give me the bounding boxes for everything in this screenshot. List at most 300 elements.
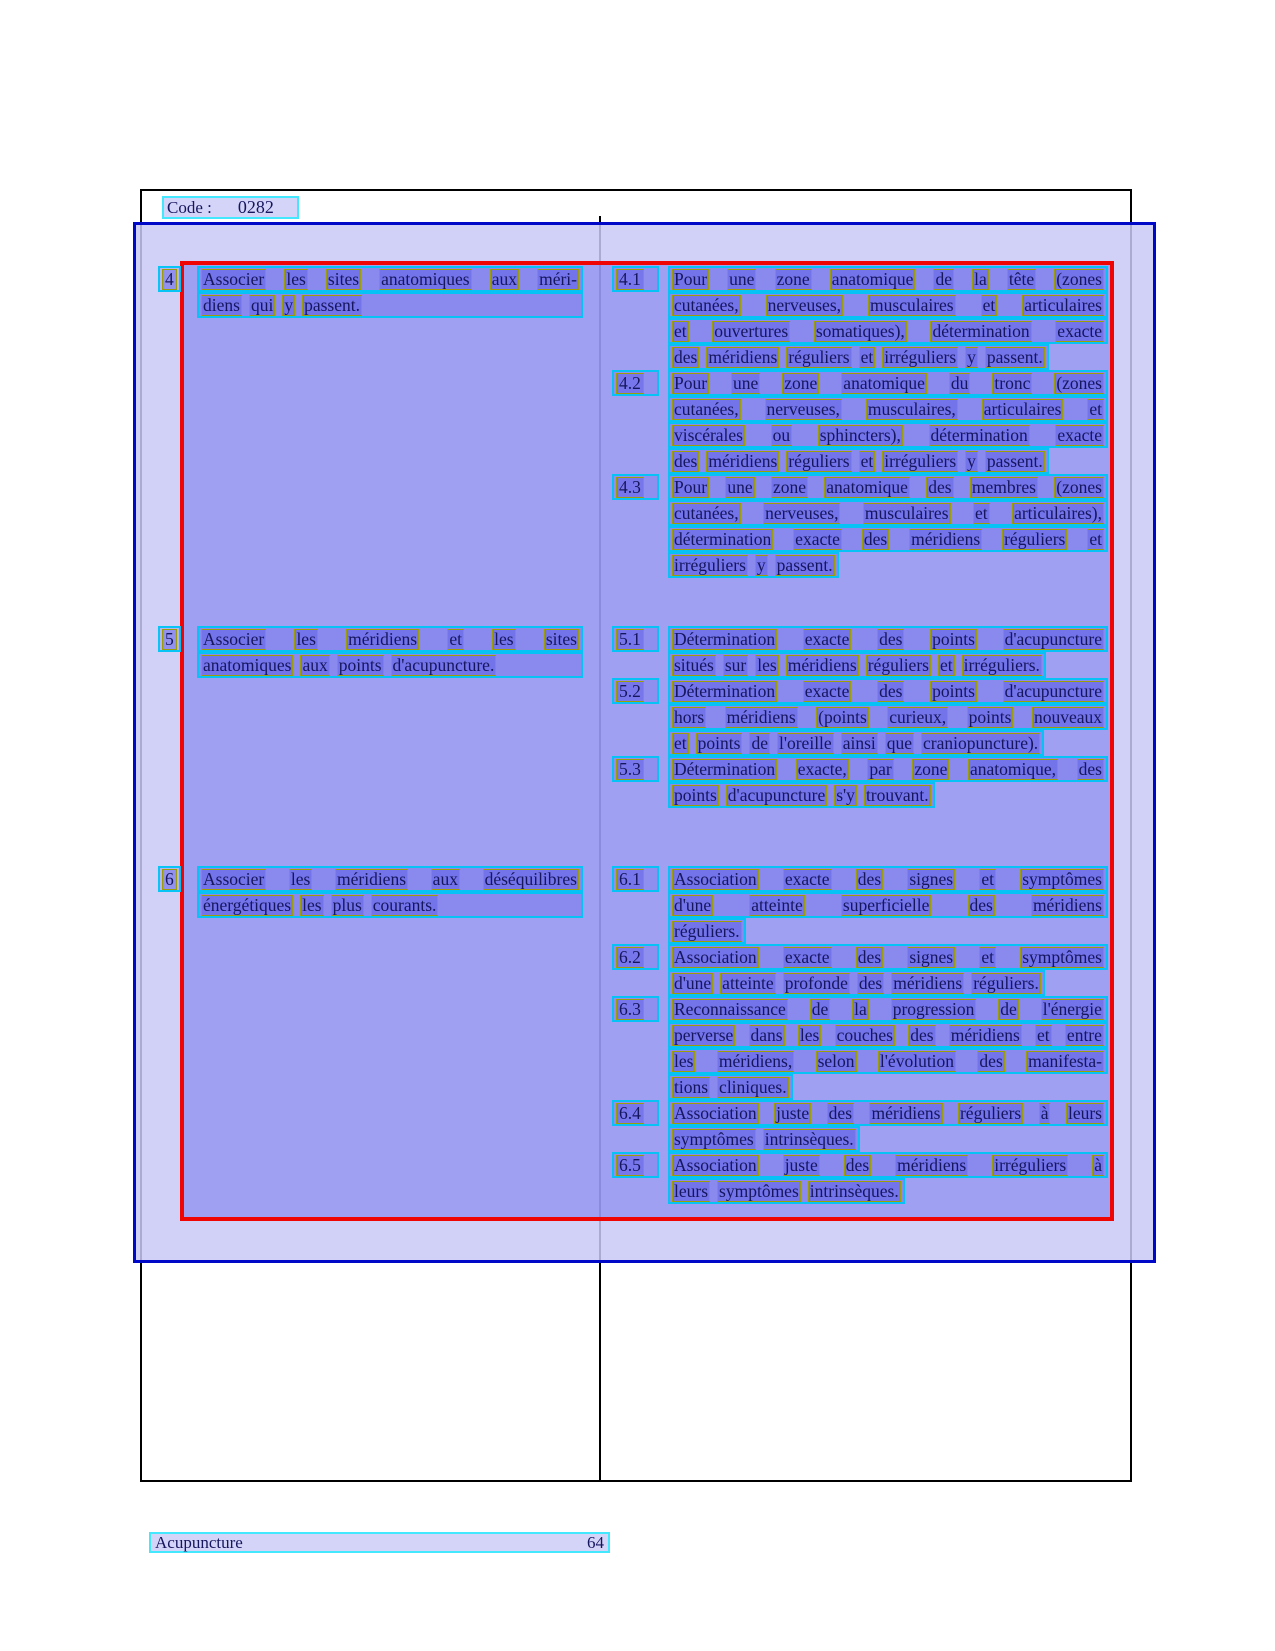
item-number: 6.1: [616, 869, 644, 890]
word-box: points: [674, 784, 717, 805]
criterion: [612, 266, 1112, 370]
word-box: d'acupuncture: [727, 784, 826, 805]
word-box: sur: [724, 654, 747, 675]
text-line: [668, 866, 1108, 892]
word-box: manifesta-: [1028, 1050, 1102, 1071]
word-box: intrinsèques.: [809, 1180, 899, 1201]
word-box: symptômes: [674, 1128, 754, 1149]
word-box: Associer: [203, 628, 265, 649]
word-box: et: [1089, 398, 1102, 419]
criterion: [612, 1100, 1112, 1152]
criterion-text: [668, 266, 1108, 370]
word-box: d'acupuncture.: [392, 654, 495, 675]
word-box: et: [1089, 528, 1102, 549]
objective-number-cell: [158, 266, 181, 292]
word-box: intrinsèques.: [764, 1128, 854, 1149]
text-line: [668, 892, 1108, 918]
word-box: s'y: [836, 784, 855, 805]
word-box: leurs: [1067, 1102, 1102, 1123]
item-number-box: [158, 866, 181, 892]
footer-title: Acupuncture: [155, 1532, 243, 1552]
word-box: passent.: [986, 346, 1043, 367]
text-line: [668, 292, 1108, 318]
item-number-box: [612, 626, 659, 652]
criterion-text: [668, 866, 1108, 944]
text-line: [668, 970, 1045, 996]
word-box: et: [1037, 1024, 1050, 1045]
word-box: anatomique,: [969, 758, 1056, 779]
word-box: méridiens: [893, 972, 963, 993]
word-box: à: [1094, 1154, 1102, 1175]
word-box: et: [974, 502, 988, 523]
objective-text: [197, 266, 583, 318]
word-box: de: [751, 732, 768, 753]
text-line: [197, 652, 583, 678]
text-line: [668, 474, 1108, 500]
word-box: craniopuncture).: [923, 732, 1039, 753]
word-box: méridiens: [337, 868, 407, 889]
criterion: [612, 756, 1112, 808]
word-box: méridiens: [348, 628, 418, 649]
word-box: y: [967, 346, 976, 367]
criterion: [612, 678, 1112, 756]
word-box: exacte: [784, 946, 830, 967]
word-box: viscérales: [674, 424, 743, 445]
word-box: points: [697, 732, 741, 753]
word-box: symptômes: [1022, 946, 1102, 967]
word-box: méridiens: [1032, 894, 1102, 915]
word-box: couches: [836, 1024, 893, 1045]
item-number: 5.2: [616, 681, 644, 702]
item-number: 5.1: [616, 629, 644, 650]
word-box: réguliers: [959, 1102, 1022, 1123]
objective-text: [197, 866, 583, 918]
word-box: tête: [1008, 268, 1035, 289]
word-box: des: [845, 1154, 870, 1175]
criterion: [612, 1152, 1112, 1204]
text-line: [668, 918, 746, 944]
word-box: la: [854, 998, 867, 1019]
criterion-text: [668, 996, 1108, 1100]
word-box: y: [967, 450, 976, 471]
text-line: [668, 1126, 860, 1152]
text-line: [668, 626, 1108, 652]
text-line: [668, 1048, 1108, 1074]
word-box: curieux,: [889, 706, 947, 727]
word-box: dans: [750, 1024, 783, 1045]
word-box: profonde: [784, 972, 848, 993]
text-line: [668, 678, 1108, 704]
word-box: zone: [784, 372, 818, 393]
word-box: tronc: [994, 372, 1031, 393]
word-box: points: [968, 706, 1012, 727]
word-box: exacte: [795, 528, 840, 549]
word-box: des: [674, 346, 698, 367]
word-box: Reconnaissance: [674, 998, 786, 1019]
item-number-box: [158, 626, 181, 652]
text-line: [668, 782, 935, 808]
word-box: et: [674, 732, 687, 753]
word-box: ouvertures: [714, 320, 789, 341]
word-box: une: [727, 476, 753, 497]
word-box: méridiens: [726, 706, 796, 727]
word-box: tions: [674, 1076, 709, 1097]
code-label: Code :: [167, 197, 212, 217]
word-box: et: [860, 450, 874, 471]
word-box: Association: [674, 868, 757, 889]
word-box: juste: [776, 1102, 810, 1123]
text-line: [668, 526, 1108, 552]
text-line: [668, 318, 1108, 344]
item-number: 4.3: [616, 477, 644, 498]
word-box: entre: [1066, 1024, 1102, 1045]
word-box: superficielle: [842, 894, 930, 915]
word-box: aux: [302, 654, 328, 675]
word-box: Pour: [674, 476, 708, 497]
word-box: d'une: [674, 972, 712, 993]
item-number-box: [612, 1100, 659, 1126]
word-box: hors: [674, 706, 705, 727]
word-box: passent.: [986, 450, 1043, 471]
word-box: cutanées,: [674, 502, 739, 523]
footer-page-number: 64: [587, 1532, 604, 1552]
word-box: méridiens: [708, 346, 778, 367]
item-number-box: [612, 944, 659, 970]
word-box: méridiens: [950, 1024, 1020, 1045]
word-box: exacte: [784, 868, 830, 889]
word-box: les: [296, 628, 316, 649]
text-line: [668, 448, 1049, 474]
text-line: [668, 370, 1108, 396]
word-box: exacte: [804, 628, 850, 649]
word-box: sites: [327, 268, 360, 289]
criterion-text: [668, 370, 1108, 474]
word-box: aux: [432, 868, 458, 889]
word-box: leurs: [674, 1180, 709, 1201]
text-line: [197, 292, 583, 318]
word-box: atteinte: [722, 972, 774, 993]
word-box: détermination: [932, 320, 1030, 341]
word-box: et: [981, 946, 994, 967]
word-box: (zones: [1056, 476, 1102, 497]
criteria-list: [612, 266, 1112, 578]
word-box: irréguliers: [674, 554, 746, 575]
word-box: des: [863, 528, 888, 549]
item-number-box: [612, 866, 659, 892]
word-box: Pour: [674, 268, 708, 289]
text-line: [668, 1178, 905, 1204]
word-box: passent.: [776, 554, 833, 575]
word-box: des: [979, 1050, 1003, 1071]
word-box: et: [449, 628, 462, 649]
text-line: [668, 552, 839, 578]
word-box: ou: [772, 424, 791, 445]
word-box: points: [932, 628, 975, 649]
word-box: Détermination: [674, 628, 776, 649]
word-box: irréguliers: [994, 1154, 1067, 1175]
word-box: atteinte: [751, 894, 803, 915]
word-box: détermination: [930, 424, 1028, 445]
text-line: [668, 1074, 793, 1100]
word-box: et: [981, 868, 994, 889]
word-box: Détermination: [674, 680, 776, 701]
word-box: signes: [909, 868, 954, 889]
item-number-box: [612, 678, 659, 704]
item-number: 4.1: [616, 269, 644, 290]
word-box: somatiques),: [815, 320, 905, 341]
word-box: points: [932, 680, 975, 701]
word-box: anatomique: [843, 372, 925, 393]
word-box: énergétiques: [203, 894, 292, 915]
word-box: nerveuses,: [767, 294, 842, 315]
word-box: réguliers: [788, 346, 850, 367]
word-box: symptômes: [719, 1180, 799, 1201]
word-box: méridiens: [708, 450, 778, 471]
word-box: l'énergie: [1042, 998, 1102, 1019]
word-box: zone: [776, 268, 810, 289]
word-box: situés: [674, 654, 714, 675]
word-box: passent.: [304, 294, 360, 315]
criterion: [612, 866, 1112, 944]
word-box: musculaires: [864, 502, 949, 523]
word-box: les: [302, 894, 322, 915]
word-box: réguliers: [788, 450, 850, 471]
item-number-box: [612, 996, 659, 1022]
word-box: des: [1078, 758, 1102, 779]
word-box: trouvant.: [865, 784, 929, 805]
item-number: 4.2: [616, 373, 644, 394]
word-box: méridiens,: [718, 1050, 793, 1071]
word-box: irréguliers.: [963, 654, 1040, 675]
word-box: des: [879, 680, 903, 701]
word-box: cliniques.: [719, 1076, 787, 1097]
item-number-box: [612, 370, 659, 396]
word-box: une: [733, 372, 759, 393]
text-line: [197, 266, 583, 292]
word-box: anatomique: [826, 476, 908, 497]
item-number-box: [612, 474, 659, 500]
word-box: d'acupuncture: [1004, 628, 1102, 649]
word-box: les: [290, 868, 311, 889]
word-box: zone: [772, 476, 806, 497]
item-number: 6.2: [616, 947, 644, 968]
footer-bar: [149, 1532, 610, 1553]
item-number-box: [158, 266, 181, 292]
text-line: [668, 1152, 1108, 1178]
word-box: réguliers.: [674, 920, 740, 941]
word-box: des: [674, 450, 698, 471]
text-line: [668, 730, 1044, 756]
code-box: [162, 196, 299, 219]
criterion: [612, 944, 1112, 996]
word-box: et: [939, 654, 953, 675]
word-box: (points: [818, 706, 867, 727]
item-number: 6.5: [616, 1155, 644, 1176]
word-box: des: [857, 946, 882, 967]
word-box: sites: [545, 628, 577, 649]
word-box: anatomiques: [381, 268, 470, 289]
text-line: [197, 626, 583, 652]
objective-number-cell: [158, 866, 181, 892]
word-box: du: [950, 372, 969, 393]
criterion-text: [668, 1152, 1108, 1204]
criterion: [612, 626, 1112, 678]
word-box: membres: [971, 476, 1036, 497]
objective-text: [197, 626, 583, 678]
text-line: [668, 996, 1108, 1022]
word-box: les: [286, 268, 306, 289]
word-box: ainsi: [842, 732, 876, 753]
word-box: les: [494, 628, 514, 649]
item-number-box: [612, 1152, 659, 1178]
word-box: progression: [892, 998, 975, 1019]
word-box: exacte,: [797, 758, 847, 779]
word-box: à: [1040, 1102, 1049, 1123]
word-box: par: [869, 758, 892, 779]
word-box: cutanées,: [674, 398, 739, 419]
word-box: l'oreille: [778, 732, 832, 753]
criteria-list: [612, 866, 1112, 1204]
word-box: des: [858, 972, 883, 993]
word-box: (zones: [1056, 372, 1102, 393]
text-line: [668, 266, 1108, 292]
word-box: Associer: [203, 268, 265, 289]
word-box: des: [910, 1024, 934, 1045]
criterion: [612, 370, 1112, 474]
word-box: y: [756, 554, 766, 575]
word-box: nerveuses,: [766, 398, 840, 419]
word-box: plus: [332, 894, 362, 915]
text-line: [668, 756, 1108, 782]
item-number-box: [612, 756, 659, 782]
word-box: déséquilibres: [484, 868, 577, 889]
word-box: la: [974, 268, 987, 289]
criterion: [612, 996, 1112, 1100]
word-box: méri-: [539, 268, 577, 289]
word-box: d'une: [674, 894, 712, 915]
word-box: Pour: [674, 372, 708, 393]
text-line: [197, 866, 583, 892]
word-box: signes: [909, 946, 954, 967]
word-box: musculaires: [870, 294, 954, 315]
word-box: Association: [674, 946, 757, 967]
text-line: [668, 944, 1108, 970]
criterion-text: [668, 756, 1108, 808]
word-box: des: [879, 628, 903, 649]
text-line: [668, 1022, 1108, 1048]
criterion-text: [668, 678, 1108, 756]
word-box: les: [674, 1050, 694, 1071]
word-box: et: [674, 320, 687, 341]
word-box: de: [935, 268, 952, 289]
word-box: méridiens: [897, 1154, 967, 1175]
word-box: musculaires,: [867, 398, 956, 419]
word-box: Détermination: [674, 758, 776, 779]
word-box: exacte: [804, 680, 850, 701]
word-box: articulaires: [983, 398, 1062, 419]
word-box: anatomique: [831, 268, 914, 289]
word-box: réguliers: [1004, 528, 1066, 549]
word-box: anatomiques: [203, 654, 292, 675]
item-number: 4: [162, 269, 177, 290]
word-box: sphincters),: [819, 424, 901, 445]
word-box: l'évolution: [879, 1050, 955, 1071]
word-box: des: [928, 476, 952, 497]
word-box: (zones: [1056, 268, 1102, 289]
word-box: et: [982, 294, 996, 315]
text-line: [668, 396, 1108, 422]
word-box: méridiens: [787, 654, 857, 675]
word-box: d'acupuncture: [1004, 680, 1102, 701]
word-box: diens: [203, 294, 240, 315]
word-box: des: [969, 894, 993, 915]
criterion-text: [668, 944, 1108, 996]
word-box: que: [886, 732, 913, 753]
item-number: 6: [162, 869, 177, 890]
item-number: 5: [162, 629, 177, 650]
word-box: détermination: [674, 528, 772, 549]
code-value: 0282: [237, 197, 274, 217]
word-box: réguliers: [867, 654, 929, 675]
word-box: cutanées,: [674, 294, 739, 315]
word-box: Associer: [203, 868, 265, 889]
word-box: exacte: [1057, 424, 1102, 445]
text-line: [668, 422, 1108, 448]
word-box: articulaires),: [1014, 502, 1102, 523]
criteria-list: [612, 626, 1112, 808]
word-box: symptômes: [1022, 868, 1102, 889]
word-box: nouveaux: [1033, 706, 1102, 727]
word-box: Association: [674, 1154, 757, 1175]
word-box: une: [729, 268, 755, 289]
text-line: [668, 652, 1046, 678]
text-line: [668, 704, 1108, 730]
word-box: selon: [817, 1050, 855, 1071]
criterion: [612, 474, 1112, 578]
word-box: et: [860, 346, 874, 367]
word-box: aux: [491, 268, 517, 289]
word-box: les: [799, 1024, 820, 1045]
item-number-box: [612, 266, 659, 292]
criterion-text: [668, 1100, 1108, 1152]
word-box: de: [1000, 998, 1017, 1019]
word-box: zone: [914, 758, 948, 779]
word-box: irréguliers: [884, 450, 957, 471]
objective-number-cell: [158, 626, 181, 652]
word-box: qui: [250, 294, 274, 315]
word-box: de: [811, 998, 829, 1019]
text-line: [668, 344, 1049, 370]
word-box: points: [338, 654, 382, 675]
word-box: irréguliers: [884, 346, 957, 367]
item-number: 6.3: [616, 999, 644, 1020]
word-box: y: [284, 294, 294, 315]
word-box: Association: [674, 1102, 757, 1123]
word-box: les: [757, 654, 777, 675]
criterion-text: [668, 474, 1108, 578]
criterion-text: [668, 626, 1108, 678]
word-box: méridiens: [911, 528, 981, 549]
word-box: nerveuses,: [765, 502, 839, 523]
word-box: des: [857, 868, 882, 889]
text-line: [668, 1100, 1108, 1126]
word-box: articulaires: [1024, 294, 1102, 315]
item-number: 5.3: [616, 759, 644, 780]
word-box: méridiens: [871, 1102, 941, 1123]
text-line: [197, 892, 583, 918]
word-box: courants.: [372, 894, 437, 915]
text-line: [668, 500, 1108, 526]
